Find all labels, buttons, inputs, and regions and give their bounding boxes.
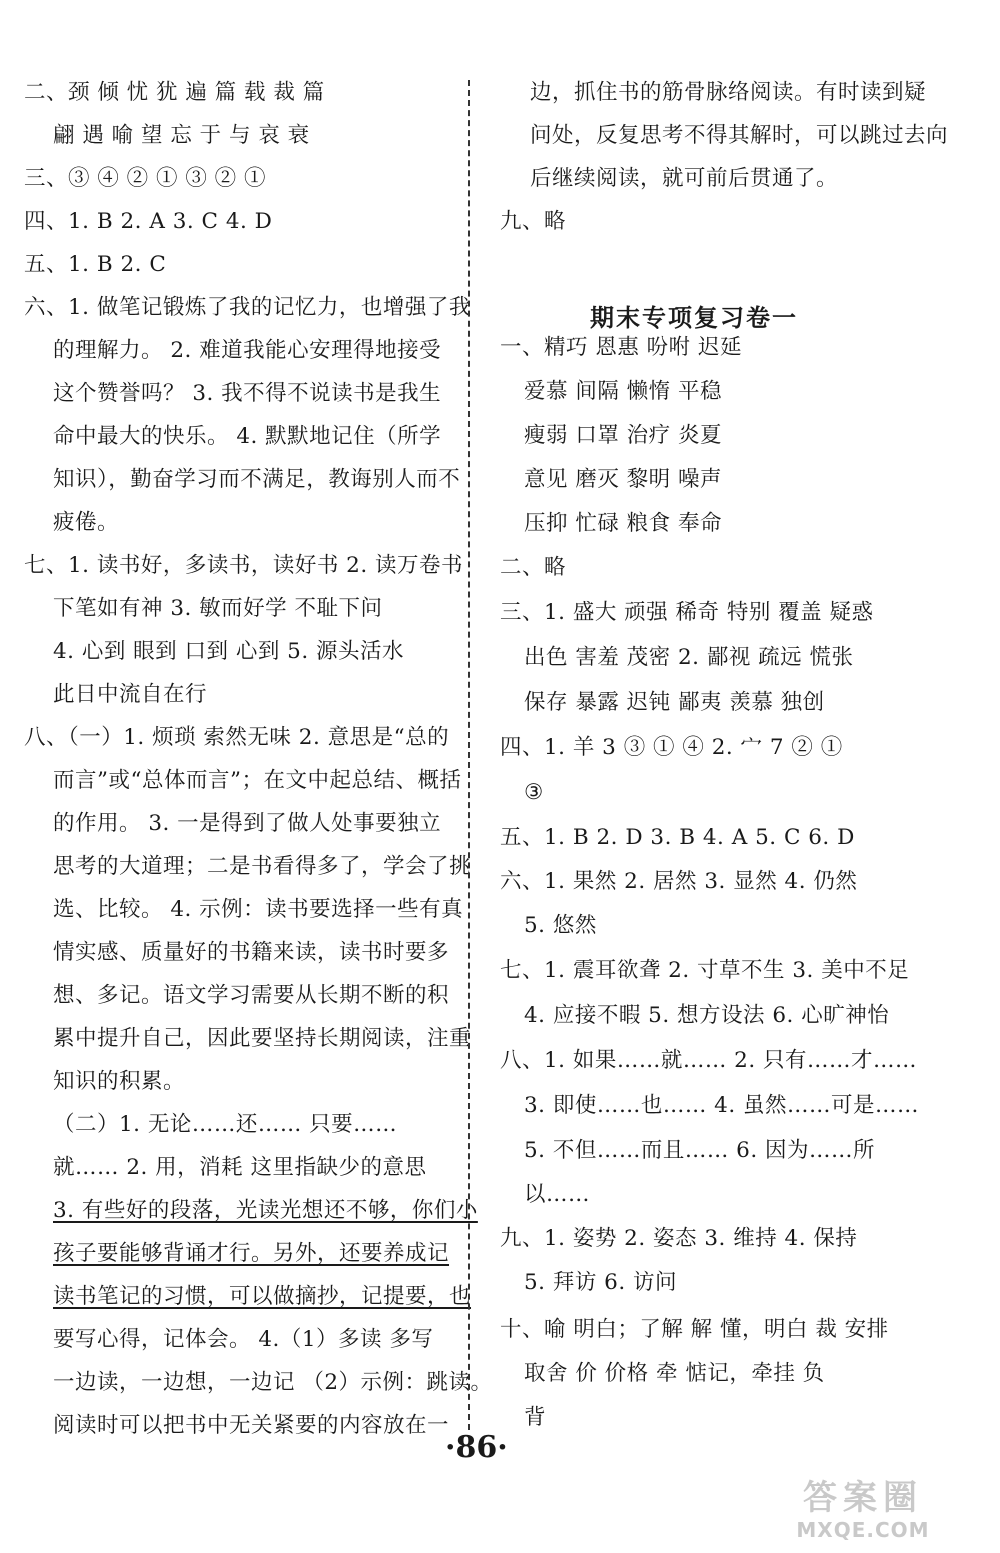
answer-line: 这个赞誉吗？ 3. 我不得不说读书是我生 bbox=[53, 381, 442, 406]
watermark-url: MXQE.COM bbox=[796, 1518, 930, 1542]
answer-line: 七、1. 震耳欲聋 2. 寸草不生 3. 美中不足 bbox=[500, 958, 910, 983]
answer-line: 边，抓住书的筋骨脉络阅读。有时读到疑 bbox=[530, 80, 927, 105]
answer-line: 4. 应接不暇 5. 想方设法 6. 心旷神怡 bbox=[524, 1003, 890, 1028]
answer-line: 三、③ ④ ② ① ③ ② ① bbox=[24, 166, 267, 191]
answer-line: 二、略 bbox=[500, 555, 567, 580]
answer-line: 八、1. 如果……就…… 2. 只有……才…… bbox=[500, 1048, 918, 1073]
column-divider bbox=[468, 80, 470, 1430]
answer-line: 后继续阅读，就可前后贯通了。 bbox=[530, 166, 839, 191]
answer-line: 七、1. 读书好，多读书，读好书 2. 读万卷书 bbox=[24, 553, 464, 578]
answer-line: 想、多记。语文学习需要从长期不断的积 bbox=[53, 983, 450, 1008]
answer-line: 一边读，一边想，一边记 （2）示例：跳读。 bbox=[53, 1370, 493, 1395]
answer-line: 五、1. B 2. C bbox=[24, 252, 167, 277]
answer-line: 命中最大的快乐。 4. 默默地记住（所学 bbox=[53, 424, 442, 449]
answer-line: 阅读时可以把书中无关紧要的内容放在一 bbox=[53, 1413, 450, 1438]
answer-line: 四、1. B 2. A 3. C 4. D bbox=[24, 209, 273, 234]
answer-line: 五、1. B 2. D 3. B 4. A 5. C 6. D bbox=[500, 825, 855, 850]
answer-line: 3. 即使……也…… 4. 虽然……可是…… bbox=[524, 1093, 920, 1118]
answer-line: 选、比较。 4. 示例：读书要选择一些有真 bbox=[53, 897, 464, 922]
answer-line: （二）1. 无论……还…… 只要…… bbox=[53, 1112, 398, 1137]
answer-line: ③ bbox=[524, 780, 544, 805]
answer-line: 就…… 2. 用，消耗 这里指缺少的意思 bbox=[53, 1155, 427, 1180]
answer-line: 翩 遇 喻 望 忘 于 与 哀 衰 bbox=[53, 123, 310, 148]
answer-line: 此日中流自在行 bbox=[53, 682, 208, 707]
answer-line: 出色 害羞 茂密 2. 鄙视 疏远 慌张 bbox=[524, 645, 854, 670]
section-title: 期末专项复习卷一 bbox=[590, 303, 798, 332]
answer-line: 孩子要能够背诵才行。另外，还要养成记 bbox=[53, 1241, 450, 1266]
answer-line: 十、喻 明白；了解 解 懂，明白 裁 安排 bbox=[500, 1317, 889, 1342]
answer-line: 爱慕 间隔 懒惰 平稳 bbox=[524, 379, 723, 404]
answer-line: 九、1. 姿势 2. 姿态 3. 维持 4. 保持 bbox=[500, 1226, 858, 1251]
answer-line: 取舍 价 价格 牵 惦记，牵挂 负 bbox=[524, 1361, 825, 1386]
answer-line: 知识的积累。 bbox=[53, 1069, 186, 1094]
answer-line: 保存 暴露 迟钝 鄙夷 羡慕 独创 bbox=[524, 690, 825, 715]
answer-line: 的理解力。 2. 难道我能心安理得地接受 bbox=[53, 338, 442, 363]
answer-line: 六、1. 果然 2. 居然 3. 显然 4. 仍然 bbox=[500, 869, 858, 894]
answer-line: 知识），勤奋学习而不满足，教诲别人而不 bbox=[53, 467, 461, 492]
answer-line: 4. 心到 眼到 口到 心到 5. 源头活水 bbox=[53, 639, 405, 664]
answer-line: 九、略 bbox=[500, 209, 567, 234]
answer-line: 下笔如有神 3. 敏而好学 不耻下问 bbox=[53, 596, 383, 621]
answer-line: 问处，反复思考不得其解时，可以跳过去向 bbox=[530, 123, 949, 148]
answer-line: 情实感、质量好的书籍来读，读书时要多 bbox=[53, 940, 450, 965]
answer-line: 压抑 忙碌 粮食 奉命 bbox=[524, 511, 723, 536]
answer-line: 二、颈 倾 忧 犹 遍 篇 载 裁 篇 bbox=[24, 80, 325, 105]
answer-line: 读书笔记的习惯，可以做摘抄，记提要，也 bbox=[53, 1284, 472, 1309]
answer-line: 而言”或“总体而言”；在文中起总结、概括 bbox=[53, 768, 462, 793]
answer-line: 累中提升自己，因此要坚持长期阅读，注重 bbox=[53, 1026, 472, 1051]
answer-line: 5. 悠然 bbox=[524, 913, 597, 938]
answer-line: 5. 拜访 6. 访问 bbox=[524, 1270, 678, 1295]
answer-line: 以…… bbox=[524, 1182, 591, 1207]
answer-line: 四、1. 羊 3 ③ ① ④ 2. 宀 7 ② ① bbox=[500, 735, 843, 760]
answer-line: 3. 有些好的段落，光读光想还不够，你们小 bbox=[53, 1198, 478, 1223]
answer-line: 瘦弱 口罩 治疗 炎夏 bbox=[524, 423, 723, 448]
answer-line: 八、（一）1. 烦琐 索然无味 2. 意思是“总的 bbox=[24, 725, 450, 750]
watermark bbox=[748, 1478, 978, 1548]
answer-line: 六、1. 做笔记锻炼了我的记忆力，也增强了我 bbox=[24, 295, 471, 320]
answer-line: 意见 磨灭 黎明 噪声 bbox=[524, 467, 723, 492]
answer-line: 的作用。 3. 一是得到了做人处事要独立 bbox=[53, 811, 442, 836]
answer-line: 要写心得，记体会。 4.（1）多读 多写 bbox=[53, 1327, 434, 1352]
answer-line: 一、精巧 恩惠 吩咐 迟延 bbox=[500, 335, 743, 360]
answer-line: 疲倦。 bbox=[53, 510, 120, 535]
answer-line: 思考的大道理；二是书看得多了，学会了挑 bbox=[53, 854, 472, 879]
answer-line: 三、1. 盛大 顽强 稀奇 特别 覆盖 疑惑 bbox=[500, 600, 874, 625]
page-number: ·86· bbox=[445, 1430, 508, 1465]
answer-line: 5. 不但……而且…… 6. 因为……所 bbox=[524, 1138, 876, 1163]
answer-line: 背 bbox=[524, 1405, 547, 1430]
watermark-logo: 答案圈 bbox=[803, 1478, 923, 1518]
